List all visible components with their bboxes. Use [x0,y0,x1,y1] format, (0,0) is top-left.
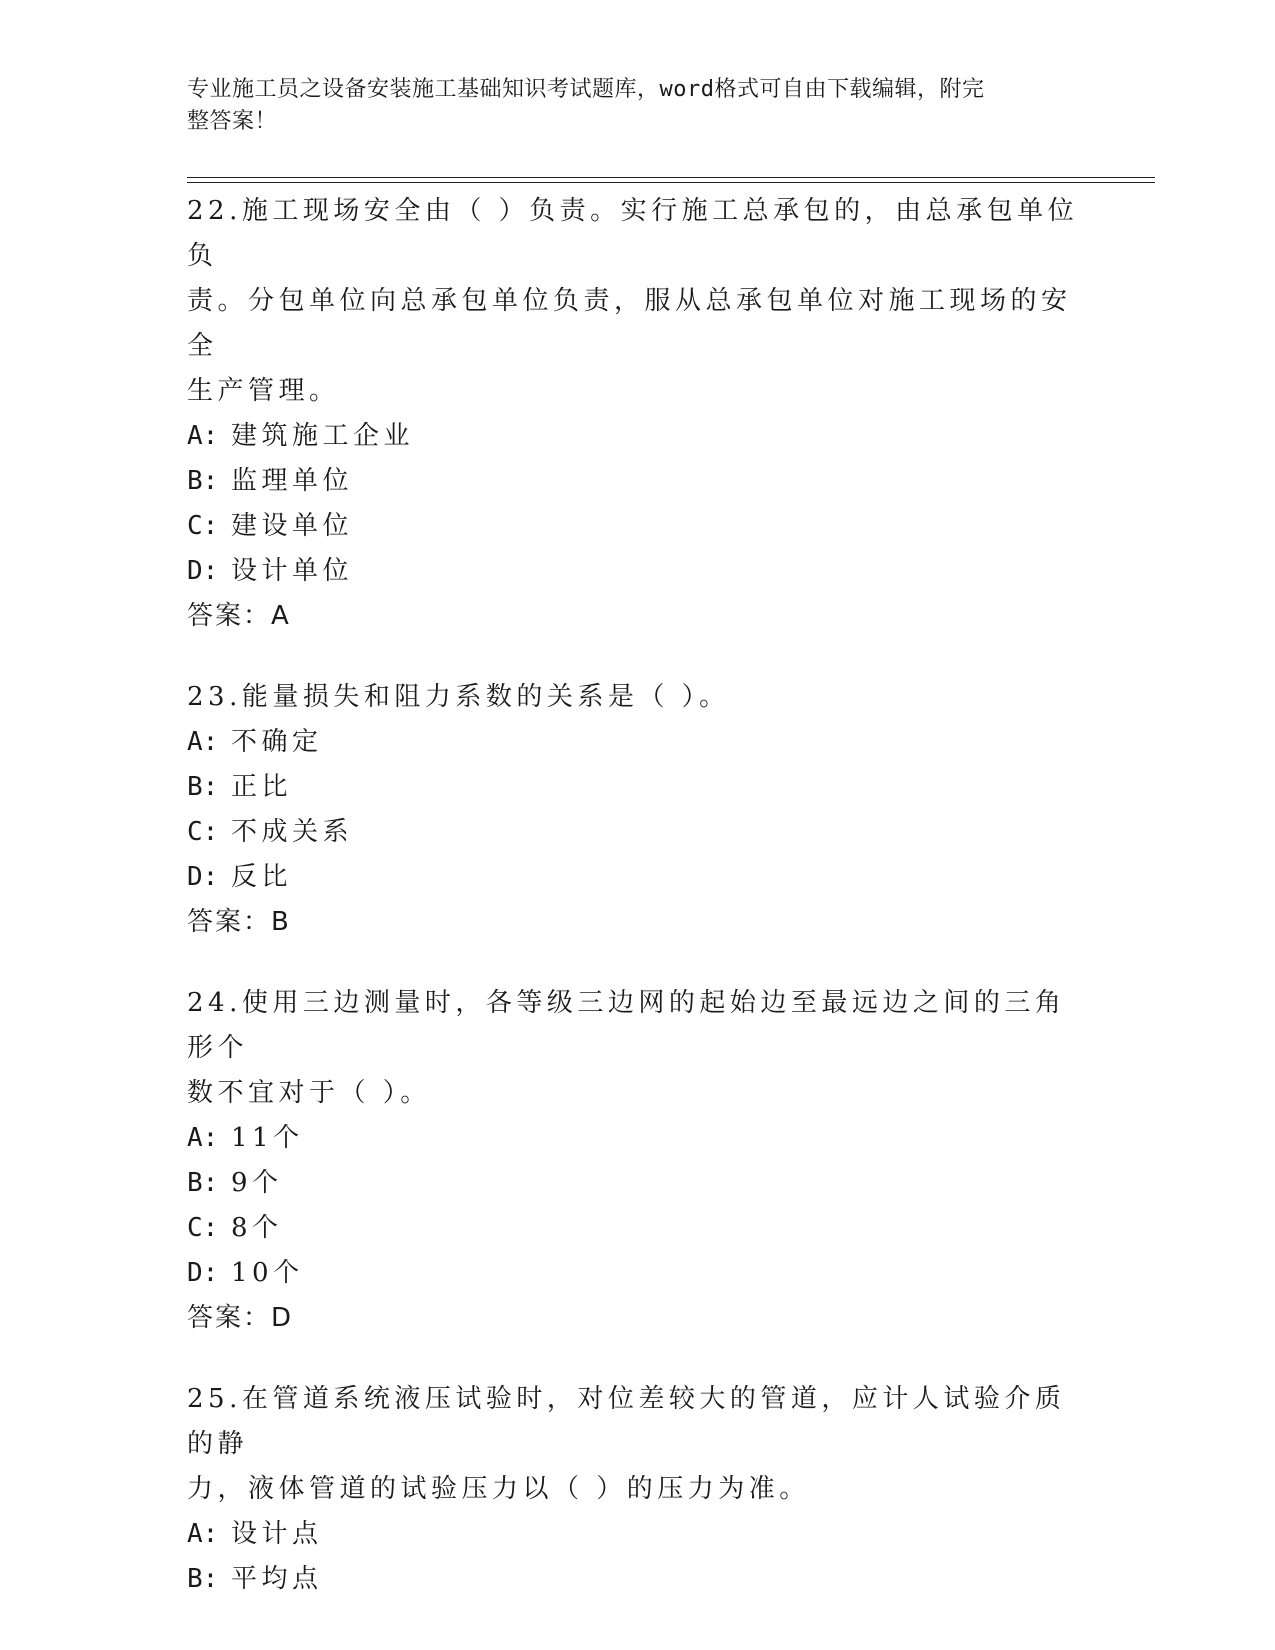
option-letter: B: [187,772,219,802]
option-text: 正比 [231,772,293,802]
question-24 [187,981,1087,1341]
option-b [187,1161,1087,1206]
question-text-line: 24.使用三边测量时，各等级三边网的起始边至最远边之间的三角形个 [187,988,1066,1063]
option-a [187,1512,1087,1557]
question-25 [187,1377,1087,1602]
option-letter: D: [187,1258,219,1288]
question-text [187,189,1087,414]
option-c [187,1206,1087,1251]
option-text: 监理单位 [231,466,354,496]
question-text-line: 25.在管道系统液压试验时，对位差较大的管道，应计人试验介质的静 [187,1384,1066,1459]
option-text: 反比 [231,862,293,892]
option-text: 11个 [231,1123,304,1153]
question-text-line: 生产管理。 [187,376,340,406]
header-divider-top [187,177,1155,178]
option-c [187,504,1087,549]
option-b [187,1557,1087,1602]
option-c [187,810,1087,855]
option-text: 设计单位 [231,556,354,586]
question-list [187,189,1087,1638]
option-letter: A: [187,727,219,757]
option-d [187,549,1087,594]
question-22 [187,189,1087,639]
option-text: 平均点 [231,1564,323,1594]
option-d [187,855,1087,900]
question-text-line: 数不宜对于（ ）。 [187,1078,431,1108]
header-line-1: 专业施工员之设备安装施工基础知识考试题库，word格式可自由下载编辑，附完 [187,77,985,102]
question-23 [187,675,1087,945]
option-b [187,765,1087,810]
question-text [187,675,1087,720]
option-letter: C: [187,817,219,847]
document-header [187,74,1067,138]
question-text [187,1377,1087,1512]
option-letter: D: [187,556,219,586]
option-letter: A: [187,1519,219,1549]
question-text-line: 责。分包单位向总承包单位负责，服从总承包单位对施工现场的安全 [187,286,1072,361]
answer-line: 答案：D [187,1303,294,1333]
question-text [187,981,1087,1116]
header-line-2: 整答案！ [187,109,278,134]
question-text-line: 23.能量损失和阻力系数的关系是（ ）。 [187,682,730,712]
question-text-line: 22.施工现场安全由（ ）负责。实行施工总承包的，由总承包单位负 [187,196,1079,271]
option-text: 设计点 [231,1519,323,1549]
option-text: 不确定 [231,727,323,757]
option-letter: B: [187,1564,219,1594]
answer-line: 答案：B [187,907,291,937]
option-text: 建筑施工企业 [231,421,415,451]
option-letter: B: [187,466,219,496]
option-letter: A: [187,1123,219,1153]
option-letter: A: [187,421,219,451]
question-text-line: 力，液体管道的试验压力以（ ）的压力为准。 [187,1474,810,1504]
answer-line: 答案：A [187,601,291,631]
option-a [187,720,1087,765]
header-divider-bottom [187,182,1155,183]
option-letter: C: [187,1213,219,1243]
option-b [187,459,1087,504]
option-text: 建设单位 [231,511,354,541]
option-text: 10个 [231,1258,304,1288]
option-a [187,414,1087,459]
option-text: 8个 [231,1213,283,1243]
option-letter: D: [187,862,219,892]
option-text: 9个 [231,1168,283,1198]
option-d [187,1251,1087,1296]
option-letter: C: [187,511,219,541]
option-letter: B: [187,1168,219,1198]
option-text: 不成关系 [231,817,354,847]
option-a [187,1116,1087,1161]
